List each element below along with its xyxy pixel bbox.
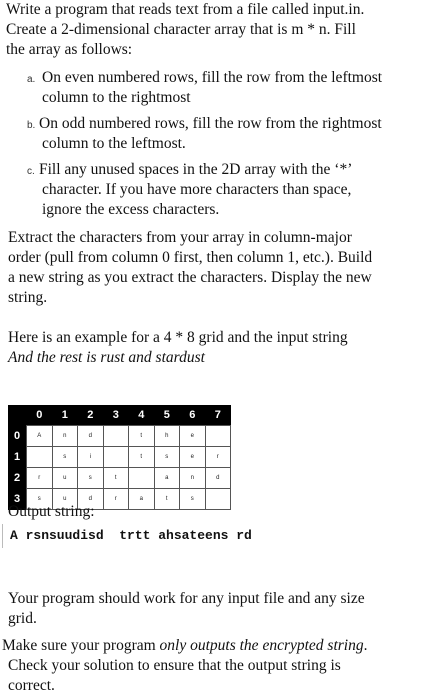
closing-line: Your program should work for any input file and any size [8,590,365,607]
col-header: 7 [205,405,231,426]
intro-paragraph [6,0,434,60]
intro-line: Write a program that reads text from a file called input.in. [6,1,365,18]
grid-cell: e [180,447,206,468]
row-header: 0 [8,426,27,447]
grid-cell: A [27,426,53,447]
intro-line: the array as follows: [6,41,133,58]
grid-cell: t [154,489,180,510]
grid-row [8,426,231,447]
final-line: Check your solution to ensure that the output string is [8,657,341,674]
grid-cell: s [78,468,104,489]
final-line: correct. [8,677,55,694]
grid-cell [205,426,231,447]
list-item-text: ignore the excess characters. [42,201,220,218]
list-item-text: Fill any unused spaces in the 2D array with the ‘*’ [39,161,353,178]
col-header: 0 [27,405,53,426]
grid-cell: d [78,489,104,510]
list-item-a [27,68,432,108]
grid-header-row [8,405,231,426]
grid-cell: n [180,468,206,489]
grid-cell: t [129,447,155,468]
grid-cell: t [103,468,129,489]
grid-cell [103,426,129,447]
grid-cell [103,447,129,468]
col-header: 5 [154,405,180,426]
grid-cell: u [52,468,78,489]
list-item-text: On odd numbered rows, fill the row from the rightmost [39,115,382,132]
grid-cell [27,447,53,468]
list-item-b [27,114,432,154]
example-line: Here is an example for a 4 * 8 grid and the input string [8,329,348,346]
extract-line: a new string as you extract the characters. Display the new [8,269,372,286]
row-header: 3 [8,489,27,510]
grid-cell: a [154,468,180,489]
output-string: A rsnsuudisd trtt ahsateens rd [10,528,252,543]
grid-cell: d [78,426,104,447]
col-header: 6 [180,405,206,426]
grid-cell: t [129,426,155,447]
list-item-text: column to the leftmost. [42,135,186,152]
list-item-text: column to the rightmost [42,89,191,106]
col-header: 4 [129,405,155,426]
grid-cell: i [78,447,104,468]
list-marker: b. [27,120,36,131]
grid-cell: h [154,426,180,447]
grid-cell: r [205,447,231,468]
grid-row [8,447,231,468]
grid-row [8,468,231,489]
grid-cell: s [180,489,206,510]
row-header: 2 [8,468,27,489]
grid-cell: s [27,489,53,510]
intro-line: Create a 2-dimensional character array that is m * n. Fill [6,21,356,38]
col-header: 3 [103,405,129,426]
closing-paragraph [8,589,436,629]
grid-cell: a [129,489,155,510]
extract-paragraph [8,228,436,308]
example-input: And the rest is rust and stardust [8,349,205,366]
final-emphasis: only outputs the encrypted string [159,637,364,654]
col-header: 2 [78,405,104,426]
grid-cell [129,468,155,489]
grid-cell: e [180,426,206,447]
list-marker: c. [27,166,35,177]
closing-line: grid. [8,610,37,627]
list-marker: a. [27,74,36,85]
extract-line: order (pull from column 0 first, then column 1, etc.). Build [8,249,373,266]
list-item-text: On even numbered rows, fill the row from the leftmost [42,69,383,86]
code-bar [2,524,3,548]
row-header: 1 [8,447,27,468]
grid-cell [205,489,231,510]
grid-cell: r [27,468,53,489]
col-header: 1 [52,405,78,426]
extract-line: Extract the characters from your array in column-major [8,229,352,246]
grid-cell: n [52,426,78,447]
grid-cell: s [52,447,78,468]
grid-corner [8,405,27,426]
grid-table [8,405,231,510]
final-paragraph [2,636,436,696]
list-item-text: character. If you have more characters than space, [42,181,352,198]
example-grid [8,405,231,510]
final-line [2,636,436,656]
final-post: . [363,637,368,654]
list-item-c [27,160,432,220]
grid-cell: s [154,447,180,468]
output-label: Output string: [8,503,95,520]
grid-cell: u [52,489,78,510]
grid-cell: d [205,468,231,489]
grid-cell: r [103,489,129,510]
final-pre: Make sure your program [2,637,160,654]
extract-line: string. [8,289,48,306]
example-paragraph [8,328,436,368]
